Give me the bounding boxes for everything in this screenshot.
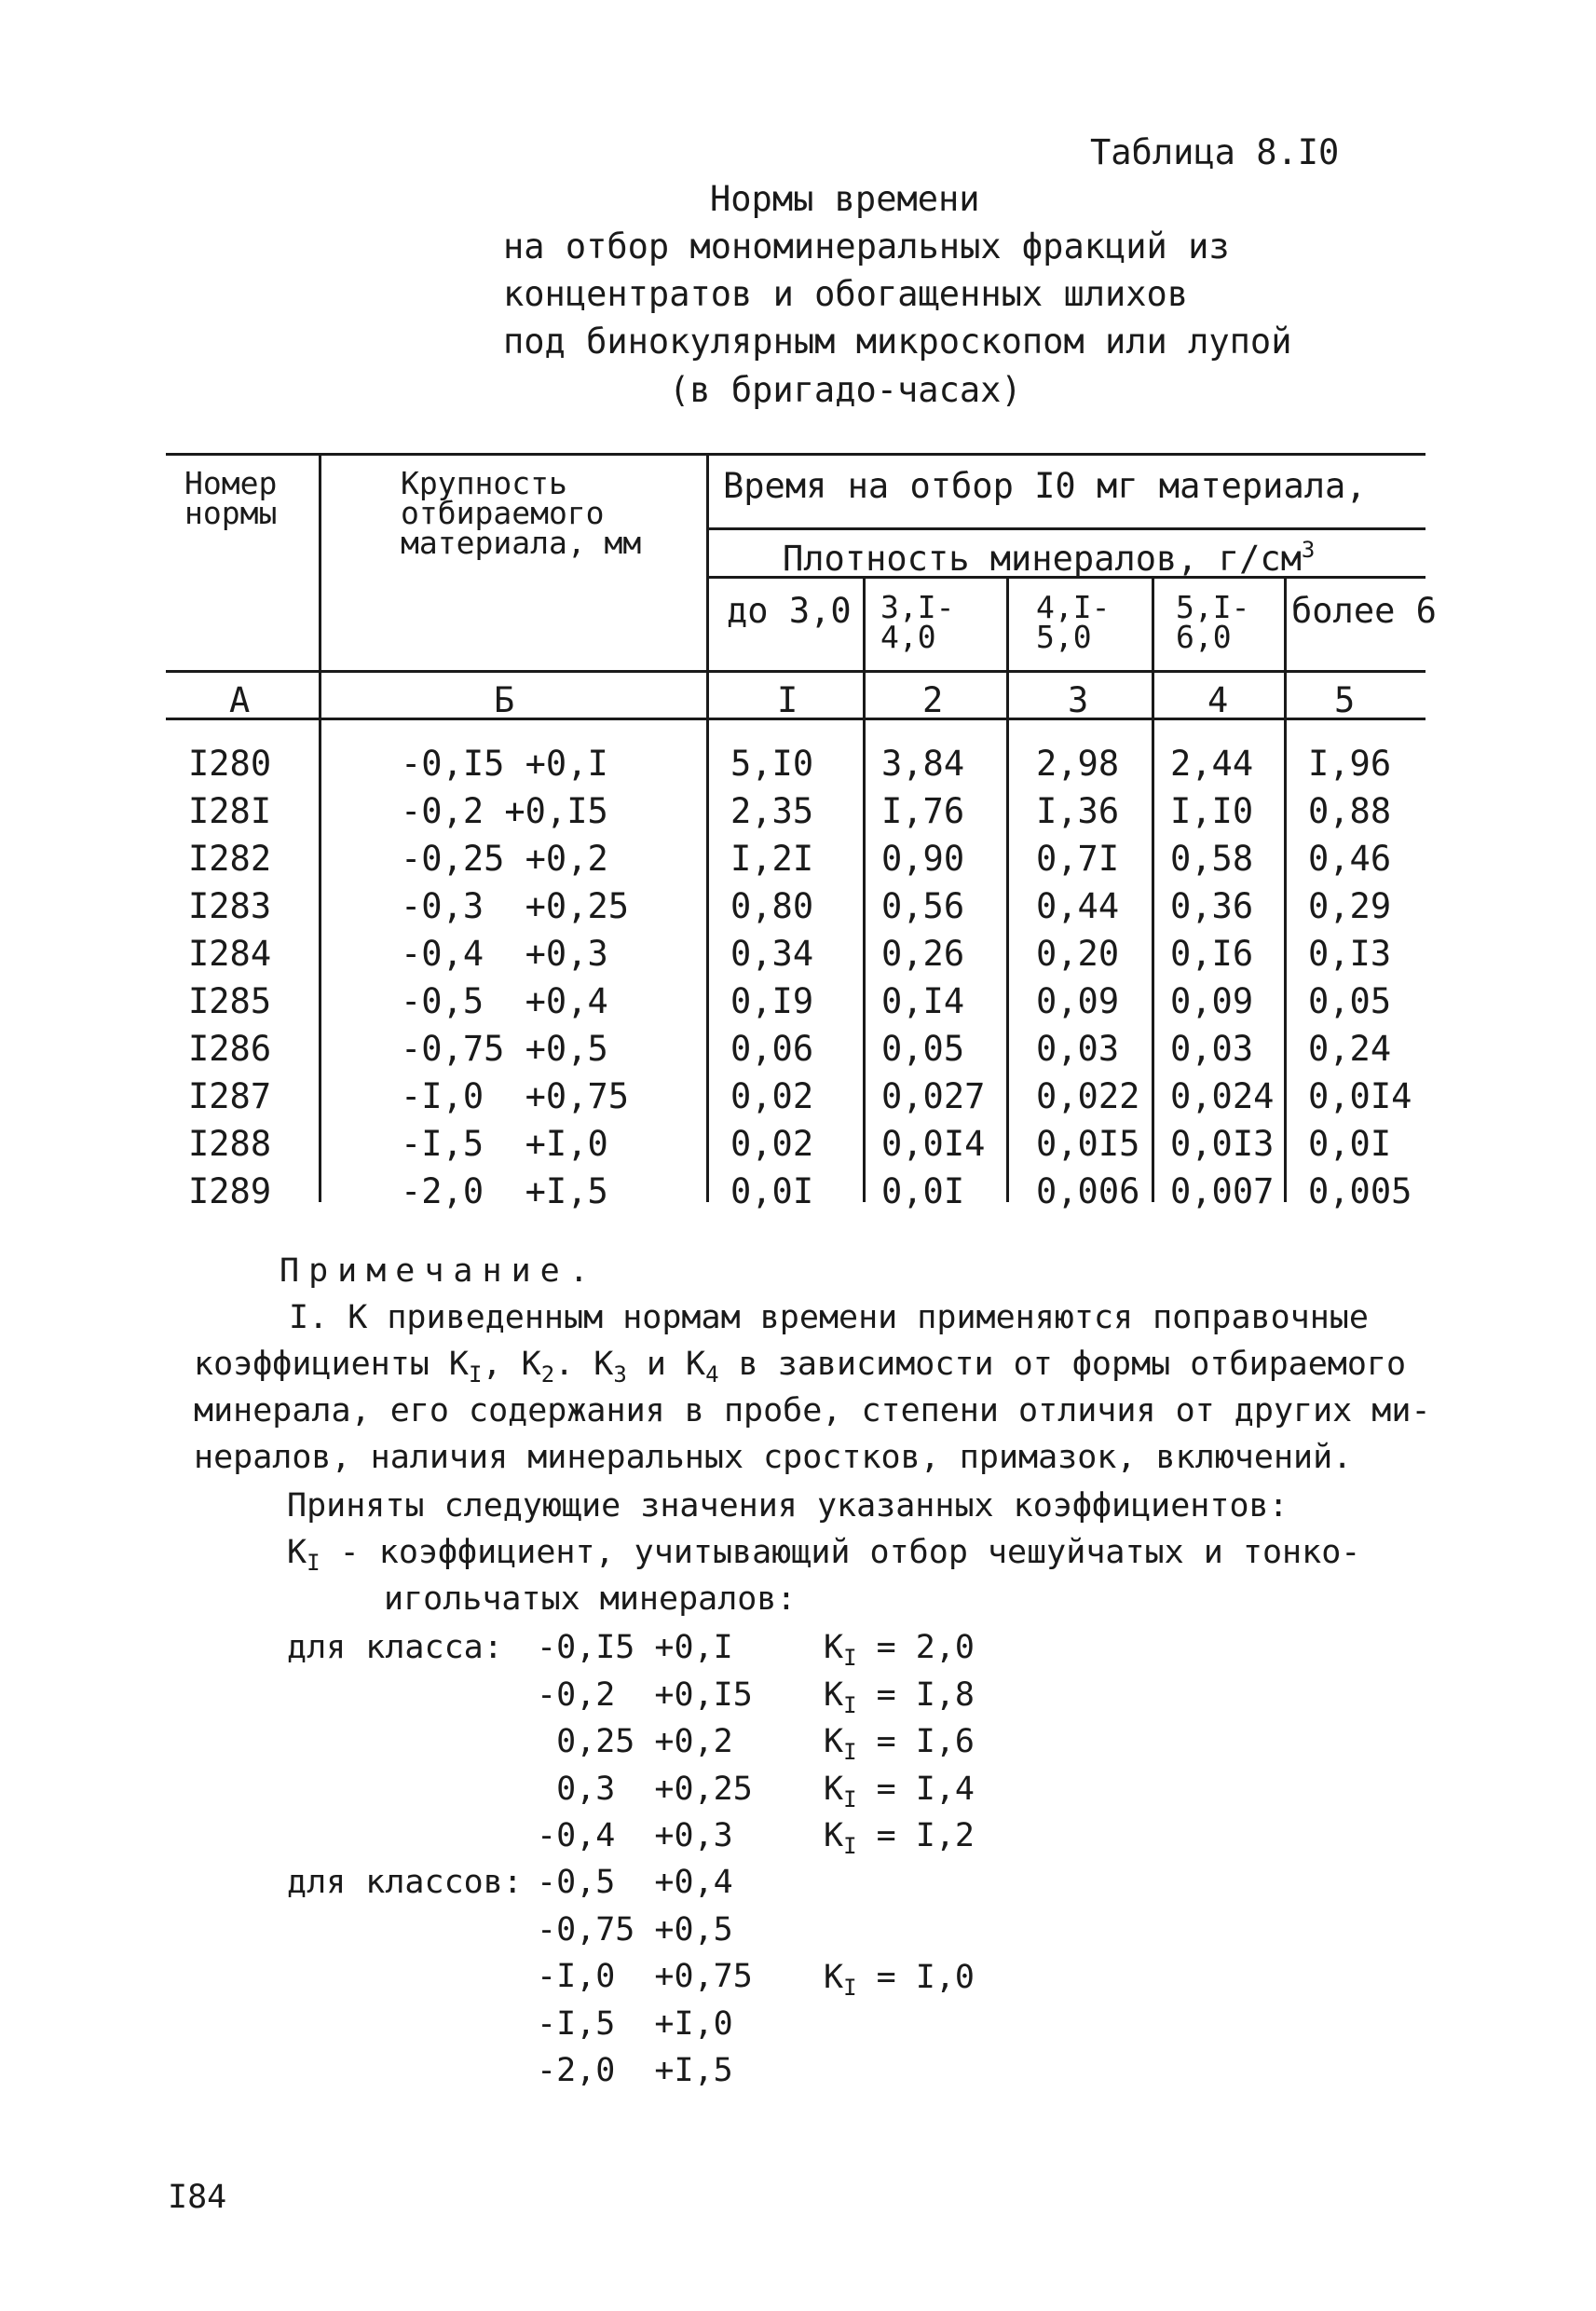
table-label: Таблица 8.I0: [1090, 132, 1340, 172]
norm-number-cell: I288: [188, 1124, 272, 1164]
norm-number-cell: I285: [188, 981, 272, 1021]
time-value-cell: 0,I9: [730, 981, 814, 1021]
class-k-value: $К_I = I,6$: [824, 1723, 975, 1765]
time-value-cell: 0,09: [1036, 981, 1120, 1021]
time-value-cell: 5,I0: [730, 744, 814, 784]
time-value-cell: 2,44: [1170, 744, 1254, 784]
classes-label: для классов:: [287, 1864, 523, 1901]
norm-number-cell: I289: [188, 1171, 272, 1211]
title-line-2: на отбор мономинеральных фракций из: [503, 226, 1230, 267]
time-value-cell: I,2I: [730, 839, 814, 879]
time-value-cell: 0,I4: [881, 981, 965, 1021]
size-cell: -I,5 +I,0: [401, 1124, 608, 1164]
time-value-cell: 0,09: [1170, 981, 1254, 1021]
time-value-cell: 0,03: [1036, 1029, 1120, 1069]
norm-number-cell: I284: [188, 934, 272, 974]
time-value-cell: 0,0I3: [1170, 1124, 1275, 1164]
time-value-cell: 0,88: [1308, 791, 1392, 831]
group-range: -0,75 +0,5: [537, 1910, 733, 1949]
class-k-value: $К_I = I,8$: [824, 1675, 975, 1718]
class-k-value: $К_I = I,4$: [824, 1770, 975, 1812]
time-value-cell: 0,03: [1170, 1029, 1254, 1069]
time-value-cell: 0,0I4: [1308, 1076, 1412, 1116]
norm-number-cell: I282: [188, 839, 272, 879]
class-range: -0,2 +0,I5: [537, 1675, 753, 1714]
size-cell: -0,5 +0,4: [401, 981, 608, 1021]
time-value-cell: 2,98: [1036, 744, 1120, 784]
size-cell: -0,75 +0,5: [401, 1029, 608, 1069]
title-line-5: (в бригадо-часах): [669, 370, 1022, 410]
col-rule-5: [1152, 576, 1154, 1202]
time-header-rule: [708, 527, 1425, 530]
time-value-cell: 0,I6: [1170, 934, 1254, 974]
time-value-cell: 0,44: [1036, 886, 1120, 926]
size-cell: -0,I5 +0,I: [401, 744, 608, 784]
title-line-3: концентратов и обогащенных шлихов: [503, 274, 1189, 314]
size-cell: -0,2 +0,I5: [401, 791, 608, 831]
time-value-cell: 0,006: [1036, 1171, 1140, 1211]
table-top-rule: [166, 453, 1425, 456]
time-value-cell: 0,027: [881, 1076, 986, 1116]
norm-number-cell: I283: [188, 886, 272, 926]
norm-number-cell: I287: [188, 1076, 272, 1116]
col-rule-4: [1006, 576, 1009, 1202]
time-value-cell: 0,34: [730, 934, 814, 974]
index-4: 4: [1207, 680, 1229, 720]
note-p1-line2: коэффициенты $К_I$, $К_2$. $К_3$ и $К_4$ в зависимости от формы отбираемого: [194, 1346, 1407, 1388]
time-value-cell: 0,36: [1170, 886, 1254, 926]
time-value-cell: 0,05: [1308, 981, 1392, 1021]
time-value-cell: 2,35: [730, 791, 814, 831]
note-p1-line3: минерала, его содержания в пробе, степени отличия от других ми-: [194, 1392, 1431, 1429]
norm-number-cell: I280: [188, 744, 272, 784]
time-value-cell: 0,20: [1036, 934, 1120, 974]
time-value-cell: 0,06: [730, 1029, 814, 1069]
page-number: I84: [168, 2179, 227, 2216]
time-value-cell: 0,0I: [730, 1171, 814, 1211]
group-range: -2,0 +I,5: [537, 2052, 733, 2089]
col-rule-6: [1284, 576, 1287, 1202]
header-density: Плотность минералов, $г/см^3$: [783, 537, 1316, 579]
group-range: -I,0 +0,75: [537, 1958, 753, 1995]
class-range: -0,I5 +0,I: [537, 1629, 733, 1666]
index-a: А: [229, 680, 251, 720]
time-value-cell: 0,007: [1170, 1171, 1275, 1211]
density-col-1: до 3,0: [727, 591, 852, 631]
density-col-2: 3,I-4,0: [880, 589, 955, 655]
density-col-3: 4,I-5,0: [1036, 589, 1111, 655]
density-col-5: более 6: [1291, 591, 1437, 631]
norm-number-cell: I286: [188, 1029, 272, 1069]
density-col-4: 5,I-6,0: [1176, 589, 1250, 655]
note-k1-line1: $К_I$ - коэффициент, учитывающий отбор чешуйчатых и тонко-: [287, 1534, 1361, 1576]
time-value-cell: 0,29: [1308, 886, 1392, 926]
title-line-4: под бинокулярным микроскопом или лупой: [503, 321, 1292, 362]
col-rule-2: [706, 453, 709, 1202]
time-value-cell: 0,58: [1170, 839, 1254, 879]
size-cell: -0,4 +0,3: [401, 934, 608, 974]
time-value-cell: 0,46: [1308, 839, 1392, 879]
class-k-value: $К_I = 2,0$: [824, 1629, 975, 1671]
time-value-cell: I,76: [881, 791, 965, 831]
time-value-cell: 0,02: [730, 1124, 814, 1164]
group-range: -0,5 +0,4: [537, 1864, 733, 1901]
time-value-cell: 0,80: [730, 886, 814, 926]
time-value-cell: 0,024: [1170, 1076, 1275, 1116]
class-range: 0,3 +0,25: [537, 1770, 753, 1808]
header-size: Крупность отбираемого материала, мм: [401, 465, 642, 561]
time-value-cell: 0,022: [1036, 1076, 1140, 1116]
size-cell: -0,3 +0,25: [401, 886, 630, 926]
group-k-value: $К_I = I,0$: [824, 1959, 975, 2001]
col-rule-1: [319, 453, 321, 1202]
note-p2: Приняты следующие значения указанных коэффициентов:: [287, 1487, 1289, 1525]
time-value-cell: 0,26: [881, 934, 965, 974]
note-heading: Примечание.: [280, 1252, 598, 1290]
norm-number-cell: I28I: [188, 791, 272, 831]
group-range: -I,5 +I,0: [537, 2004, 733, 2043]
time-value-cell: I,I0: [1170, 791, 1254, 831]
time-value-cell: I,36: [1036, 791, 1120, 831]
class-range: 0,25 +0,2: [537, 1723, 733, 1760]
index-1: I: [777, 680, 798, 720]
index-3: 3: [1068, 680, 1089, 720]
time-value-cell: 0,0I: [881, 1171, 965, 1211]
time-value-cell: 0,0I: [1308, 1124, 1392, 1164]
time-value-cell: I,96: [1308, 744, 1392, 784]
size-cell: -I,0 +0,75: [401, 1076, 630, 1116]
title-line-1: Нормы времени: [710, 179, 980, 219]
class-label: для класса:: [287, 1629, 503, 1666]
time-value-cell: 3,84: [881, 744, 965, 784]
size-cell: -0,25 +0,2: [401, 839, 608, 879]
header-bottom-rule: [166, 670, 1425, 673]
time-value-cell: 0,05: [881, 1029, 965, 1069]
note-p1-line4: нералов, наличия минеральных сростков, примазок, включений.: [194, 1439, 1353, 1476]
header-norm-number: Номер нормы: [184, 465, 278, 531]
time-value-cell: 0,0I5: [1036, 1124, 1140, 1164]
note-k1-line2: игольчатых минералов:: [384, 1580, 797, 1618]
time-value-cell: 0,7I: [1036, 839, 1120, 879]
col-rule-3: [863, 576, 866, 1202]
time-value-cell: 0,005: [1308, 1171, 1412, 1211]
index-b: Б: [494, 680, 515, 720]
class-range: -0,4 +0,3: [537, 1817, 733, 1854]
time-value-cell: 0,90: [881, 839, 965, 879]
time-value-cell: 0,24: [1308, 1029, 1392, 1069]
index-2: 2: [922, 680, 944, 720]
class-k-value: $К_I = I,2$: [824, 1817, 975, 1859]
time-value-cell: 0,0I4: [881, 1124, 986, 1164]
time-value-cell: 0,56: [881, 886, 965, 926]
index-5: 5: [1334, 680, 1356, 720]
size-cell: -2,0 +I,5: [401, 1171, 608, 1211]
note-p1-line1: I. К приведенным нормам времени применяются поправочные: [289, 1299, 1369, 1336]
header-time: Время на отбор I0 мг материала,: [723, 466, 1367, 506]
time-value-cell: 0,02: [730, 1076, 814, 1116]
time-value-cell: 0,I3: [1308, 934, 1392, 974]
